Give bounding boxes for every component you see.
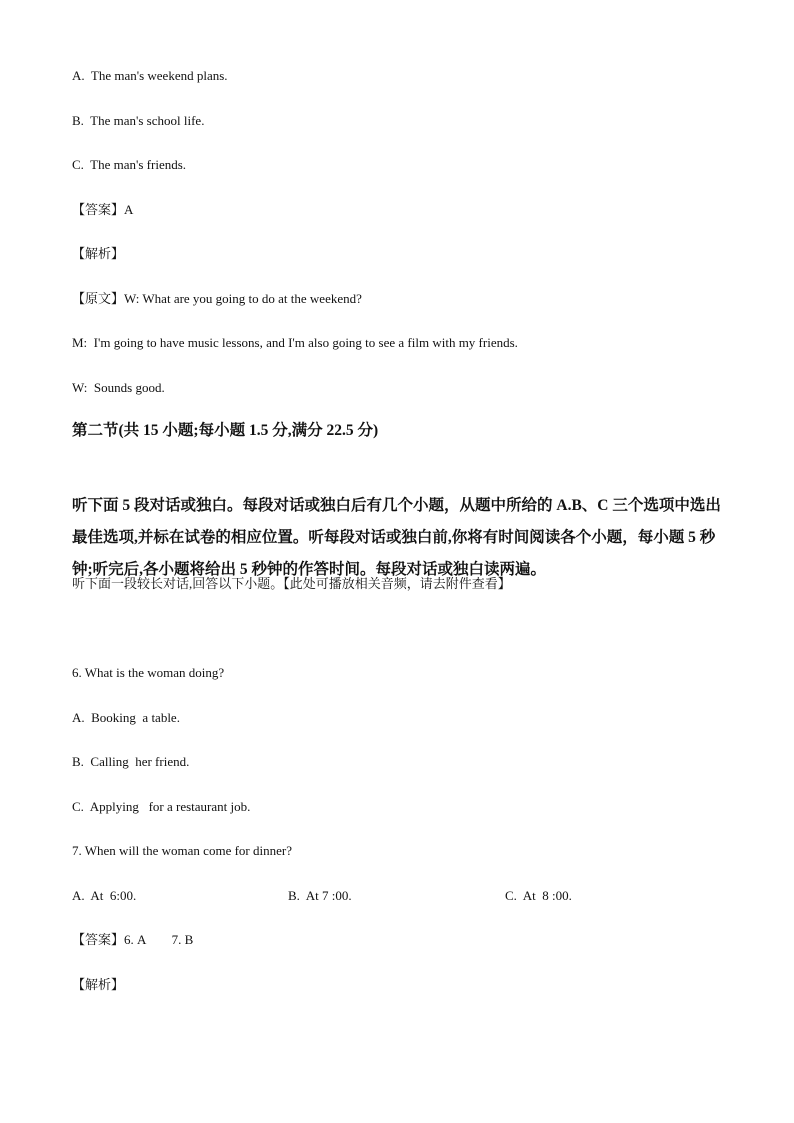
- q7-option-c: C. At 8 :00.: [505, 888, 572, 903]
- section2-title: 第二节(共 15 小题;每小题 1.5 分,满分 22.5 分): [72, 422, 379, 439]
- q5-option-c: C. The man's friends.: [72, 157, 187, 172]
- q7-option-a: A. At 6:00.: [72, 888, 137, 903]
- q7-question: 7. When will the woman come for dinner?: [72, 843, 292, 858]
- q7-option-b: B. At 7 :00.: [288, 888, 352, 903]
- q6-question: 6. What is the woman doing?: [72, 665, 225, 680]
- q6-7-answer: 【答案】6. A 7. B: [72, 932, 194, 947]
- q5-transcript-w2: W: Sounds good.: [72, 380, 165, 395]
- q5-transcript-w1: 【原文】W: What are you going to do at the weekend?: [72, 291, 362, 306]
- q6-7-analysis-label: 【解析】: [72, 977, 125, 992]
- q5-option-a: A. The man's weekend plans.: [72, 68, 228, 83]
- q6-option-a: A. Booking a table.: [72, 710, 180, 725]
- q6-option-c: C. Applying for a restaurant job.: [72, 799, 251, 814]
- audio-note: 听下面一段较长对话,回答以下小题。【此处可播放相关音频，请去附件查看】: [72, 576, 511, 591]
- q5-answer: 【答案】A: [72, 202, 134, 217]
- q5-option-b: B. The man's school life.: [72, 113, 205, 128]
- section2-instructions: 听下面 5 段对话或独白。每段对话或独白后有几个小题，从题中所给的 A.B、C 三个选项中选出最佳选项,并标在试卷的相应位置。听每段对话或独白前,你将有时间阅读各个小题，每小题 5 秒钟;听完后,各小题将给出 5 秒钟的作答时间。每段对话或独白读两遍。: [72, 497, 721, 578]
- q5-transcript-m: M: I'm going to have music lessons, and I'm also going to see a film with my friends.: [72, 335, 518, 350]
- q5-analysis-label: 【解析】: [72, 246, 125, 261]
- q6-option-b: B. Calling her friend.: [72, 754, 190, 769]
